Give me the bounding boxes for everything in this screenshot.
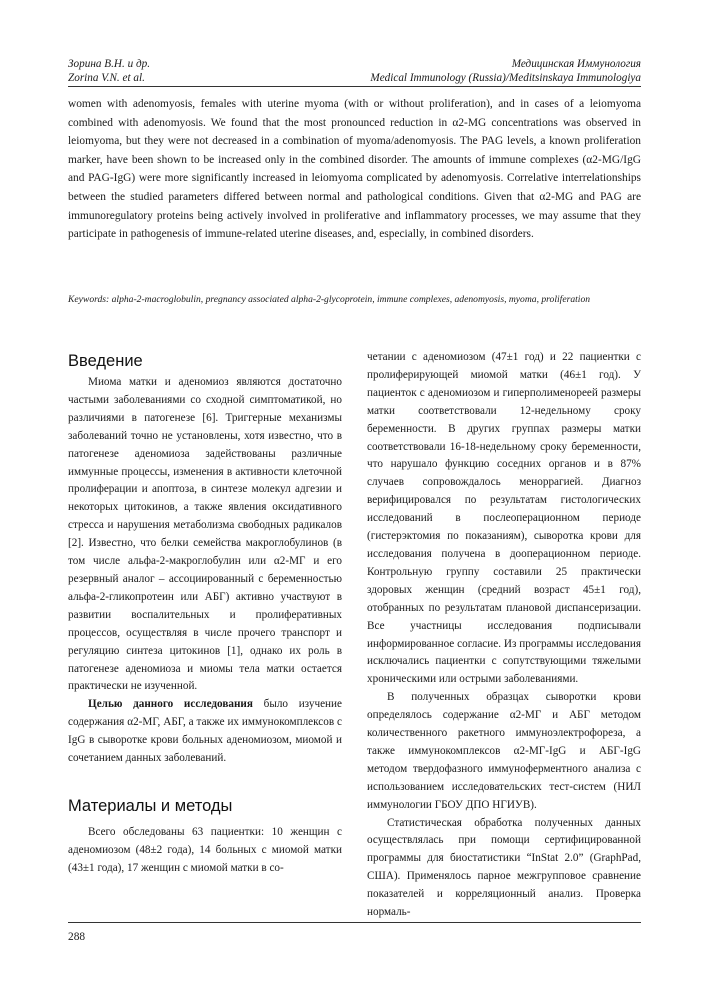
header-authors-en: Zorina V.N. et al. bbox=[68, 72, 145, 85]
header-authors-ru: Зорина В.Н. и др. bbox=[68, 58, 151, 70]
right-paragraph-1: четании с аденомиозом (47±1 год) и 22 пациентки с пролиферирующей миомой матки (46±1 год). У пациенток с аденомиозом и гиперполименореей размеры матки соответствовали 12-недельному сроку беременности. В других группах размеры матки соответствовали 16-18-недельному сроку беременности, что нарушало функцию соседних органов и в 87% случаев сопровождалось меноррагией. Диагноз верифицировался по результатам гистологических исследований в послеоперационном периоде (гистерэктомия по показаниям), сыворотка крови для исследования получена в дооперационном периоде. Контрольную группу составили 25 практически здоровых женщин (средний возраст 45±1 год), отобранных по результатам плановой диспансеризации. Все участницы исследования подписывали информированное согласие. Из программы исследования исключались пациентки с сопутствующими тяжелыми хроническими или острыми заболеваниями. bbox=[367, 351, 641, 686]
keywords: Keywords: alpha-2-macroglobulin, pregnancy associated alpha-2-glycoprotein, immune complexes, adenomyosis, myoma, proliferation bbox=[68, 294, 591, 305]
header-journal-en: Medical Immunology (Russia)/Meditsinskaya Immunologiya bbox=[370, 72, 641, 85]
header-authors bbox=[68, 57, 150, 86]
left-column bbox=[68, 350, 342, 878]
header-journal bbox=[370, 57, 641, 86]
page-number: 288 bbox=[68, 931, 86, 943]
methods-heading: Материалы и методы bbox=[68, 796, 233, 815]
right-paragraph-3: Статистическая обработка полученных данных осуществлялась при помощи сертифицированной программы для биостатистики “InStat 2.0” (GraphPad, США). Применялось парное межгрупповое сравнение показателей и корреляционный анализ. Проверка нормаль- bbox=[367, 816, 641, 919]
header-rule bbox=[68, 86, 641, 87]
intro-paragraph-2 bbox=[68, 696, 342, 768]
intro-heading: Введение bbox=[68, 352, 143, 370]
right-paragraph-2: В полученных образцах сыворотки крови определялось содержание α2-МГ и АБГ методом количественного ракетного иммуноэлектрофореза, а также иммунокомплексов α2-МГ-IgG и АБГ-IgG методом твердофазного иммуноферментного анализа с использованием исследовательских тест-систем (НИЛ иммунологии ГБОУ ДПО НГИУВ). bbox=[367, 691, 641, 811]
footer-rule bbox=[68, 922, 641, 923]
intro-paragraph-1: Миома матки и аденомиоз являются достаточно частыми заболеваниями со сходной симптоматикой, но различиями в патогенезе [6]. Триггерные механизмы заболеваний точно не установлены, хотя известно, что в патогенезе аденомиоза задействованы различные иммунные процессы, изменения в активности клеточной пролиферации и апоптоза, в синтезе молекул адгезии и некоторых цитокинов, а также явления оксидативного стресса и нарушения метаболизма свободных радикалов [2]. Известно, что белки семейства макроглобулинов (в том числе альфа-2-макроглобулин или α2-МГ и его резервный аналог – ассоциированный с беременностью альфа-2-гликопротеин или АБГ) активно участвуют в развитии воспалительных и пролиферативных процессов, осуществляя в числе прочего транспорт и регуляцию синтеза цитокинов [1], однако их роль в патогенезе аденомиоза и миомы тела матки остается практически не изученной. bbox=[68, 376, 342, 693]
abstract-text: women with adenomyosis, females with uterine myoma (with or without proliferation), and in cases of a leiomyoma combined with adenomyosis. We found that the most pronounced reduction in α2-MG concentrations was observed in leiomyoma, but they were not decreased in a combination of myoma/adenomyosis. The PAG levels, a known proliferation marker, have been shown to be increased only in the combined disorder. The amounts of immune complexes (α2-MG/IgG and PAG-IgG) were more significantly increased in leiomyoma complicated by adenomyosis. Correlative interrelationships between the studied parameters differed between normal and pathological conditions. Given that α2-MG and PAG are immunoregulatory proteins being actively involved in proliferative and inflammatory processes, we may assume that they participate in pathogenesis of immune-related uterine diseases, and, especially, in combined disorders. bbox=[68, 98, 641, 241]
methods-paragraph-1: Всего обследованы 63 пациентки: 10 женщин с аденомиозом (48±2 года), 14 больных с миомой матки (43±1 года), 17 женщин с миомой матки в со- bbox=[68, 825, 342, 874]
aim-lead: Целью данного исследования bbox=[88, 698, 253, 711]
right-column bbox=[367, 349, 641, 922]
aim-text: было изучение содержания α2-МГ, АБГ, а также их иммунокомплексов с IgG в сыворотке крови больных аденомиозом, миомой и сочетанием данных заболеваний. bbox=[68, 698, 342, 765]
header-journal-ru: Медицинская Иммунология bbox=[511, 58, 641, 70]
